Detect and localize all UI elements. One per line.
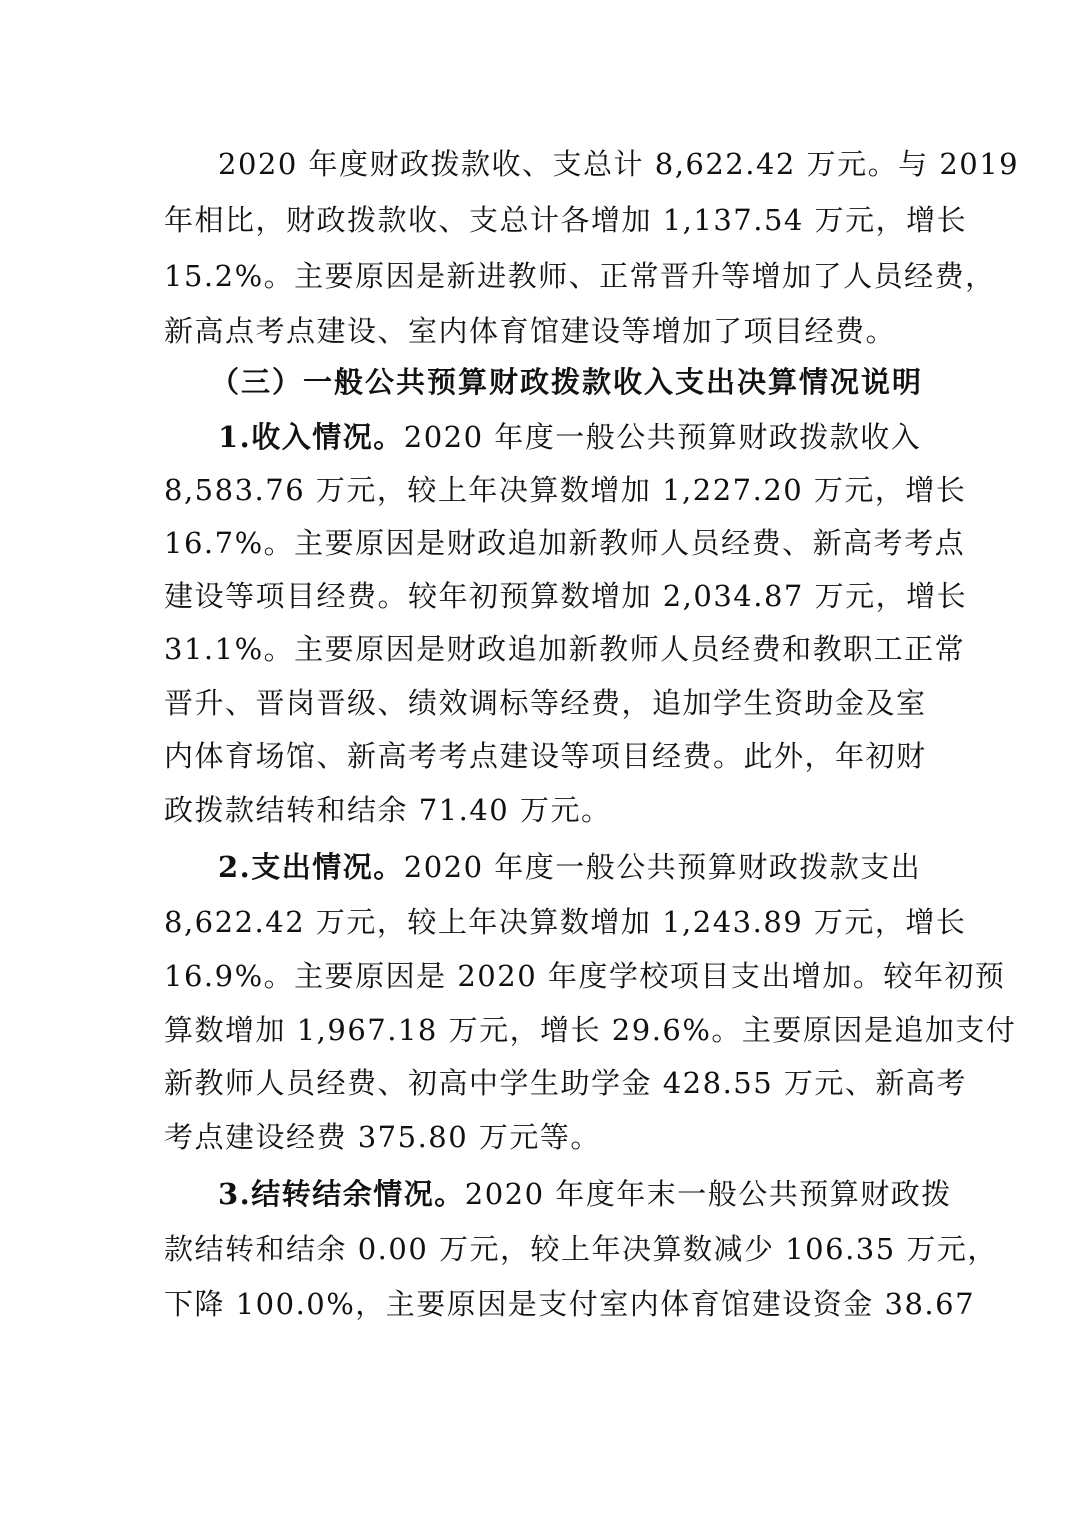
paragraph-2-line-6: 晋升、晋岗晋级、绩效调标等经费，追加学生资助金及室 [164,686,927,720]
paragraph-3-line-1-text: 2020 年度一般公共预算财政拨款支出 [403,850,922,884]
paragraph-2-line-4: 建设等项目经费。较年初预算数增加 2,034.87 万元，增长 [164,579,968,613]
paragraph-2-line-1-text: 2020 年度一般公共预算财政拨款收入 [403,420,922,454]
paragraph-2-lead: 1.收入情况。 [218,420,404,454]
paragraph-3-line-2: 8,622.42 万元，较上年决算数增加 1,243.89 万元，增长 [164,905,967,939]
paragraph-2-line-8: 政拨款结转和结余 71.40 万元。 [164,793,612,827]
paragraph-3-line-3: 16.9%。主要原因是 2020 年度学校项目支出增加。较年初预 [164,959,1006,993]
paragraph-4-line-1 [218,1174,952,1214]
paragraph-2-line-5: 31.1%。主要原因是财政追加新教师人员经费和教职工正常 [164,632,966,666]
paragraph-3-line-4: 算数增加 1,967.18 万元，增长 29.6%。主要原因是追加支付 [164,1013,1017,1047]
paragraph-2-line-2: 8,583.76 万元，较上年决算数增加 1,227.20 万元，增长 [164,473,967,507]
paragraph-2-line-7: 内体育场馆、新高考考点建设等项目经费。此外，年初财 [164,739,927,773]
section-heading: （三）一般公共预算财政拨款收入支出决算情况说明 [210,365,924,399]
paragraph-1-line-4: 新高点考点建设、室内体育馆建设等增加了项目经费。 [164,314,897,348]
paragraph-2-line-1 [218,417,921,457]
paragraph-1-line-1: 2020 年度财政拨款收、支总计 8,622.42 万元。与 2019 [218,147,1020,181]
paragraph-4-line-3: 下降 100.0%，主要原因是支付室内体育馆建设资金 38.67 [164,1287,976,1321]
paragraph-3-line-6: 考点建设经费 375.80 万元等。 [164,1120,601,1154]
paragraph-4-line-2: 款结转和结余 0.00 万元，较上年决算数减少 106.35 万元， [164,1232,998,1266]
paragraph-1-line-2: 年相比，财政拨款收、支总计各增加 1,137.54 万元，增长 [164,203,968,237]
paragraph-3-lead: 2.支出情况。 [218,850,404,884]
paragraph-4-lead: 3.结转结余情况。 [218,1177,465,1211]
paragraph-4-line-1-text: 2020 年度年末一般公共预算财政拨 [464,1177,952,1211]
paragraph-2-line-3: 16.7%。主要原因是财政追加新教师人员经费、新高考考点 [164,526,966,560]
paragraph-1-line-3: 15.2%。主要原因是新进教师、正常晋升等增加了人员经费， [164,259,996,293]
paragraph-3-line-1 [218,847,921,887]
paragraph-3-line-5: 新教师人员经费、初高中学生助学金 428.55 万元、新高考 [164,1066,967,1100]
